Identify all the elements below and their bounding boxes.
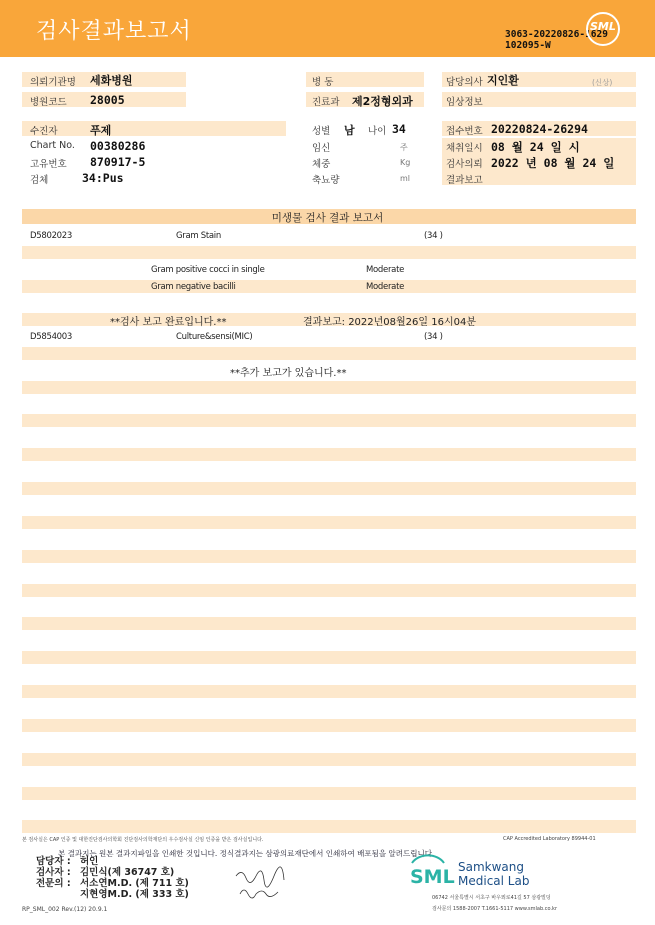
empty-row [22, 753, 636, 766]
specimen-label: 검체 [30, 175, 49, 186]
patient-name-label: 수진자 [30, 126, 58, 137]
sml-logo-text: SML [590, 20, 616, 33]
doctor-label: 담당의사 [446, 77, 483, 88]
document-number-line1: 3063-20220826-1629 [505, 29, 608, 40]
ward-label: 병 동 [312, 77, 334, 88]
signature-icon [232, 866, 292, 900]
department-label: 진료과 [312, 97, 340, 108]
hospital-code-value: 28005 [90, 93, 125, 107]
empty-row [22, 448, 636, 461]
tester-label: 검사자 : [36, 867, 71, 878]
test2-specimen: (34 ) [424, 332, 443, 342]
empty-row [22, 719, 636, 732]
collection-time-value: 08 월 24 일 시 [491, 140, 580, 154]
age-label: 나이 [368, 126, 387, 137]
test2-code: D5854003 [30, 332, 73, 342]
certification-note: 본 검사실은 CAP 인증 및 대한진단검사의학회 진단검사의학재단의 우수검사실 신임 인증을 받은 검사실입니다. [22, 837, 264, 843]
empty-row [22, 482, 636, 495]
completion-message: **검사 보고 완료입니다.** [110, 317, 227, 328]
receipt-no-label: 접수번호 [446, 126, 483, 137]
empty-row [22, 820, 636, 833]
result-row-2 [22, 280, 636, 293]
report-date-label: 결과보고 [446, 175, 483, 186]
chart-no-value: 00380286 [90, 139, 146, 153]
doctor-hint: (신상) [592, 78, 613, 87]
empty-row [22, 617, 636, 630]
result-row-blank [22, 347, 636, 360]
specimen-value: 34:Pus [82, 171, 124, 185]
pregnancy-label: 임신 [312, 143, 331, 154]
additional-report-message: **추가 보고가 있습니다.** [230, 368, 347, 379]
empty-row [22, 516, 636, 529]
clinical-info-label: 임상정보 [446, 97, 483, 108]
urine-volume-unit: ml [400, 174, 411, 183]
result2-value: Moderate [366, 282, 405, 292]
document-number-line2: 102095-W [505, 40, 551, 51]
empty-row [22, 685, 636, 698]
tester-value: 김민식(제 36747 호) [80, 867, 175, 878]
collection-time-label: 채취일시 [446, 143, 483, 154]
specialist-label: 전문의 : [36, 878, 71, 889]
band-patient-name [22, 121, 286, 136]
result1-value: Moderate [366, 265, 405, 275]
unique-id-label: 고유번호 [30, 159, 67, 170]
urine-volume-label: 축뇨량 [312, 175, 340, 186]
lab-contact: 검사문의 1588-2007 T.1661-5117 www.smlab.co.kr [432, 906, 557, 912]
weight-label: 체중 [312, 159, 331, 170]
result2-name: Gram negative bacilli [151, 282, 236, 292]
brand-name-line2: Medical Lab [458, 874, 530, 888]
section-title: 미생물 검사 결과 보고서 [271, 212, 384, 224]
empty-row [22, 651, 636, 664]
weight-unit: Kg [400, 158, 411, 167]
document-title: 검사결과보고서 [36, 19, 192, 44]
test2-name: Culture&sensi(MIC) [176, 332, 253, 342]
receipt-no-value: 20220824-26294 [491, 122, 588, 136]
sml-brand-abbr: SML [410, 866, 455, 888]
chart-no-label: Chart No. [30, 140, 75, 151]
copy-note: 본 결과지는 원본 결과지파일을 인쇄한 것입니다. 정식결과지는 삼광의료재단에서 인쇄하여 배포됨을 알려드립니다. [58, 849, 435, 858]
result1-name: Gram positive cocci in single [151, 265, 265, 275]
department-value: 제2정형외과 [352, 95, 413, 108]
specialist2-value: 지현영M.D. (제 333 호) [80, 889, 189, 900]
empty-row [22, 787, 636, 800]
test1-name: Gram Stain [176, 231, 221, 241]
institution-value: 세화병원 [90, 74, 133, 87]
sex-value: 남 [344, 124, 355, 137]
request-date-label: 검사의뢰 [446, 159, 483, 170]
brand-name-line1: Samkwang [458, 860, 524, 874]
empty-row [22, 584, 636, 597]
age-value: 34 [392, 122, 406, 136]
doctor-value: 지인환 [487, 74, 519, 87]
empty-row [22, 414, 636, 427]
lab-address: 06742 서울특별시 서초구 바우뫼로41길 57 삼광빌딩 [432, 895, 551, 901]
cap-number: CAP Accredited Laboratory 89944-01 [503, 836, 596, 842]
specialist1-value: 서소연M.D. (제 711 호) [80, 878, 189, 889]
sex-label: 성별 [312, 126, 331, 137]
request-date-value: 2022 년 08 월 24 일 [491, 156, 615, 170]
manager-label: 담당자 : [36, 856, 71, 867]
result-row-blank [22, 246, 636, 259]
empty-row [22, 381, 636, 394]
hospital-code-label: 병원코드 [30, 97, 67, 108]
institution-label: 의뢰기관명 [30, 77, 76, 88]
report-timestamp: 결과보고: 2022년08월26일 16시04분 [303, 317, 477, 328]
test1-code: D5802023 [30, 231, 73, 241]
pregnancy-unit: 주 [400, 143, 408, 152]
patient-name-value: 푸제 [90, 124, 112, 137]
empty-row [22, 550, 636, 563]
manager-value: 허인 [80, 856, 99, 867]
test1-specimen: (34 ) [424, 231, 443, 241]
unique-id-value: 870917-5 [90, 155, 146, 169]
form-code: RP_SML_002 Rev.(12) 20.9.1 [22, 906, 108, 913]
